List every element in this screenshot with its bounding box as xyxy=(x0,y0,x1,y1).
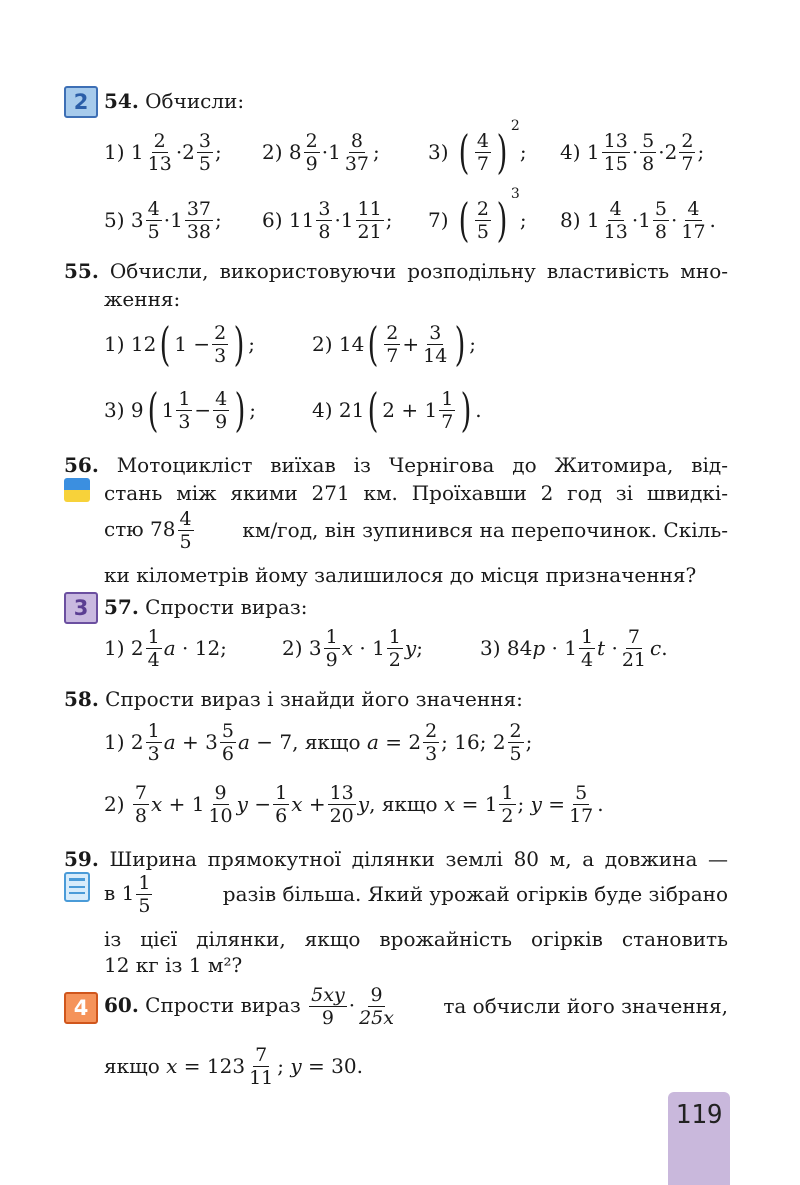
problem-56-line3: стю 78 $\frac{4}{5}$ км/год, він зупинився на перепочинок. Скіль- xyxy=(104,507,728,553)
problem-59-line1: 59. Ширина прямокутної ділянки землі 80 м, а довжина — xyxy=(64,847,728,871)
problem-60-line2: якщо x = 123 $\frac{7}{11}$ ; y = 30. xyxy=(104,1043,363,1089)
level-4-badge: 4 xyxy=(64,992,98,1024)
math-55-1: 1) 12 ( 1 − $\frac{2}{3}$ ) ; xyxy=(104,317,255,371)
math-54-7: 7) ( $\frac{2}{5}$ ) 3 ; xyxy=(428,186,527,247)
level-2-badge: 2 xyxy=(64,86,98,118)
problem-60-line1: 60. Спрости вираз $\frac{5xy}{9}$ · $\frac{9}{25x}$ та обчисли його значення, xyxy=(104,983,728,1029)
math-54-1: 1) 1 $\frac{2}{13}$ ·2 $\frac{3}{5}$ ; xyxy=(104,129,222,175)
problem-56-line2: стань між якими 271 км. Проїхавши 2 год зі швидкі- xyxy=(104,481,728,505)
problem-54-header xyxy=(104,88,244,114)
problem-59-line2: в 1 $\frac{1}{5}$ разів більша. Який урожай огірків буде зібрано xyxy=(104,871,728,917)
math-58-2: 2) $\frac{7}{8}$ x + 1 $\frac{9}{10}$ y − $\frac{1}{6}$ x + $\frac{13}{20}$ y , якщо x = 1 $\frac{1}{2}$ ; y = $\frac{5}{17}$ . xyxy=(104,781,604,827)
math-54-3: 3) ( $\frac{4}{7}$ ) 2 ; xyxy=(428,118,527,179)
math-54-5: 5) 3 $\frac{4}{5}$ ·1 $\frac{37}{38}$ ; xyxy=(104,197,222,243)
math-54-2: 2) 8 $\frac{2}{9}$ ·1 $\frac{8}{37}$ ; xyxy=(262,129,380,175)
math-54-8: 8) 1 $\frac{4}{13}$ ·1 $\frac{5}{8}$ · $\frac{4}{17}$ . xyxy=(560,197,716,243)
math-57-3: 3) 84 p · 1 $\frac{1}{4}$ t · $\frac{7}{21}$ c . xyxy=(480,625,668,671)
math-57-2: 2) 3 $\frac{1}{9}$ x · 1 $\frac{1}{2}$ y ; xyxy=(282,625,423,671)
problem-58-header: 58. Спрости вираз і знайди його значення: xyxy=(64,687,523,711)
problem-55-line1: 55. Обчисли, використовуючи розподільну властивість мно- xyxy=(64,259,728,283)
problem-55-line2: ження: xyxy=(104,287,181,311)
problem-59-line3: із цієї ділянки, якщо врожайність огірків становить xyxy=(104,927,728,951)
math-55-3: 3) 9 ( 1 $\frac{1}{3}$ − $\frac{4}{9}$ ) ; xyxy=(104,383,256,437)
problem-57-header: 57. Спрости вираз: xyxy=(104,595,308,619)
math-58-1: 1) 2 $\frac{1}{3}$ a + 3 $\frac{5}{6}$ a − 7, якщо a = 2 $\frac{2}{3}$ ; 16; 2 $\frac{2}{5}$ ; xyxy=(104,719,533,765)
problem-title: Обчисли: xyxy=(145,89,245,113)
math-55-2: 2) 14 ( $\frac{2}{7}$ + $\frac{3}{14}$ ) ; xyxy=(312,317,477,371)
math-57-1: 1) 2 $\frac{1}{4}$ a · 12; xyxy=(104,625,227,671)
problem-59-line4: 12 кг із 1 м²? xyxy=(104,953,243,977)
math-55-4: 4) 21 ( 2 + 1 $\frac{1}{7}$ ) . xyxy=(312,383,482,437)
problem-number: 54. xyxy=(104,89,139,113)
problem-56-line4: ки кілометрів йому залишилося до місця призначення? xyxy=(104,563,697,587)
page-number: 119 xyxy=(668,1092,730,1185)
math-54-6: 6) 11 $\frac{3}{8}$ ·1 $\frac{11}{21}$ ; xyxy=(262,197,393,243)
notebook-icon xyxy=(64,872,90,902)
ukraine-flag-icon xyxy=(64,478,90,502)
math-54-4: 4) 1 $\frac{13}{15}$ · $\frac{5}{8}$ ·2 $\frac{2}{7}$ ; xyxy=(560,129,705,175)
level-3-badge: 3 xyxy=(64,592,98,624)
problem-56-line1: 56. Мотоцикліст виїхав із Чернігова до Житомира, від- xyxy=(64,453,729,477)
